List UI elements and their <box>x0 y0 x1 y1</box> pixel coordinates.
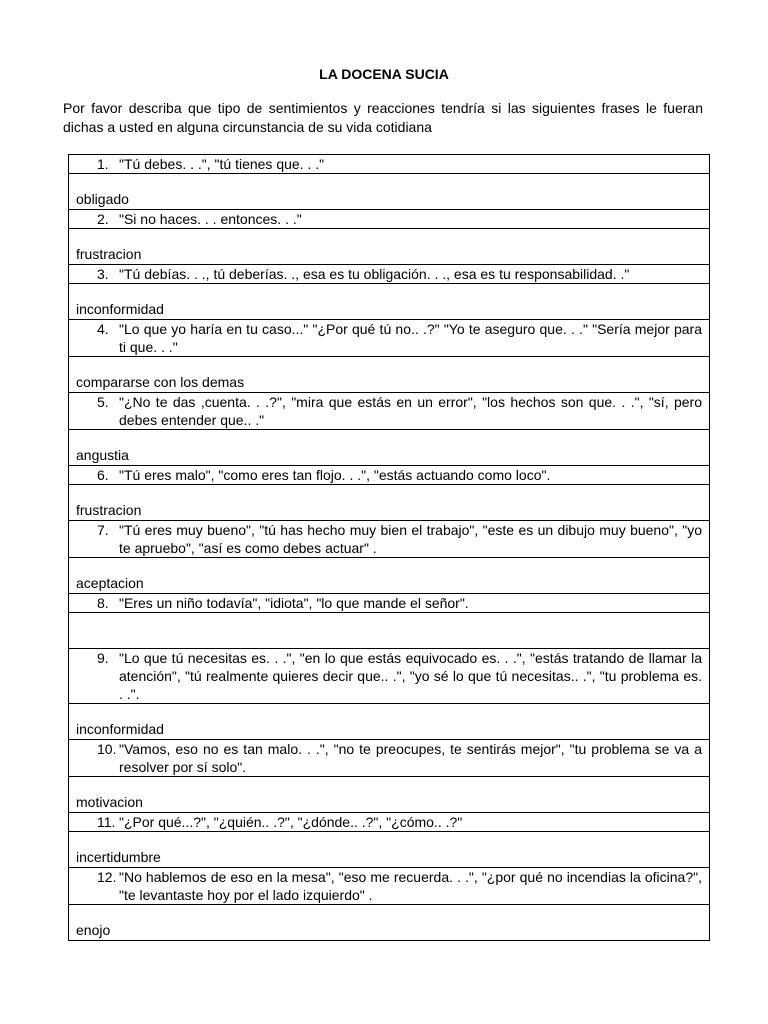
answer-text: inconformidad <box>76 301 164 317</box>
question-number: 9. <box>97 650 109 666</box>
question-text: "¿Por qué...?", "¿quién.. .?", "¿dónde.. .?", "¿cómo.. .?" <box>119 814 463 830</box>
answer-row-2[interactable] <box>69 229 709 265</box>
question-text: "No hablemos de eso en la mesa", "eso me recuerda. . .", "¿por qué no incendias la oficina?", "te levantaste hoy por el lado izquierdo" . <box>119 869 702 903</box>
answer-text: inconformidad <box>76 721 164 737</box>
question-row-2 <box>69 210 709 229</box>
answer-row-9[interactable] <box>69 704 709 740</box>
question-text: "Si no haces. . . entonces. . ." <box>119 211 302 227</box>
answer-text: angustia <box>76 447 129 463</box>
question-text: "Lo que yo haría en tu caso..." "¿Por qué tú no.. .?" "Yo te aseguro que. . ." "Sería mejor para ti que. . ." <box>119 321 702 355</box>
question-row-10 <box>69 740 709 777</box>
answer-text: motivacion <box>76 794 143 810</box>
question-text: "Tú eres muy bueno", "tú has hecho muy bien el trabajo", "este es un dibujo muy bueno", "yo te apruebo", "así es como debes actuar" . <box>119 522 702 556</box>
question-text: "Tú debes. . .", "tú tienes que. . ." <box>119 156 325 172</box>
question-row-3 <box>69 265 709 284</box>
answer-text: enojo <box>76 922 111 938</box>
question-number: 11. <box>97 814 116 830</box>
instructions-paragraph: Por favor describa que tipo de sentimientos y reacciones tendría si las siguientes frases le fueran dichas a usted en alguna circunstancia de su vida cotidiana <box>63 100 703 135</box>
question-text: "Lo que tú necesitas es. . .", "en lo que estás equivocado es. . .", "estás tratando de llamar la atención", "tú realmente quieres decir que.. .", "yo sé lo que tú necesitas.. .", "tu problema es. . .". <box>119 650 702 702</box>
answer-row-12[interactable] <box>69 905 709 941</box>
question-text: "Eres un niño todavía", "idiota", "lo que mande el señor". <box>119 595 469 611</box>
question-number: 7. <box>97 522 109 538</box>
answer-row-6[interactable] <box>69 485 709 521</box>
question-row-11 <box>69 813 709 832</box>
question-number: 10. <box>97 741 117 757</box>
answer-row-11[interactable] <box>69 832 709 868</box>
question-row-4 <box>69 320 709 357</box>
answer-text: incertidumbre <box>76 849 161 865</box>
answer-text: compararse con los demas <box>76 374 245 390</box>
answer-row-8[interactable] <box>69 613 709 649</box>
question-row-9 <box>69 649 709 704</box>
question-text: "Tú eres malo", "como eres tan flojo. . .", "estás actuando como loco". <box>119 467 551 483</box>
question-number: 4. <box>97 321 109 337</box>
answer-row-5[interactable] <box>69 430 709 466</box>
answer-row-4[interactable] <box>69 357 709 393</box>
question-text: "¿No te das ,cuenta. . .?", "mira que estás en un error", "los hechos son que. . .", "sí, pero debes entender que.. ." <box>119 394 702 428</box>
questions-table <box>68 154 710 941</box>
question-row-7 <box>69 521 709 558</box>
question-row-5 <box>69 393 709 430</box>
answer-text: frustracion <box>76 246 142 262</box>
question-number: 1. <box>97 156 109 172</box>
question-text: "Vamos, eso no es tan malo. . .", "no te preocupes, te sentirás mejor", "tu problema se va a resolver por sí solo". <box>119 741 702 775</box>
question-row-8 <box>69 594 709 613</box>
question-number: 2. <box>97 211 109 227</box>
answer-text: aceptacion <box>76 575 144 591</box>
question-row-12 <box>69 868 709 905</box>
document-title: LA DOCENA SUCIA <box>319 66 449 82</box>
question-number: 5. <box>97 394 109 410</box>
question-number: 6. <box>97 467 109 483</box>
answer-row-10[interactable] <box>69 777 709 813</box>
answer-row-7[interactable] <box>69 558 709 594</box>
question-number: 12. <box>97 869 117 885</box>
answer-row-3[interactable] <box>69 284 709 320</box>
question-number: 3. <box>97 266 109 282</box>
question-row-1 <box>69 155 709 174</box>
answer-text: frustracion <box>76 502 142 518</box>
question-text: "Tú debías. . ., tú deberías. ., esa es tu obligación. . ., esa es tu responsabilidad. ." <box>119 266 630 282</box>
answer-row-1[interactable] <box>69 174 709 210</box>
question-row-6 <box>69 466 709 485</box>
question-number: 8. <box>97 595 109 611</box>
answer-text: obligado <box>76 191 129 207</box>
